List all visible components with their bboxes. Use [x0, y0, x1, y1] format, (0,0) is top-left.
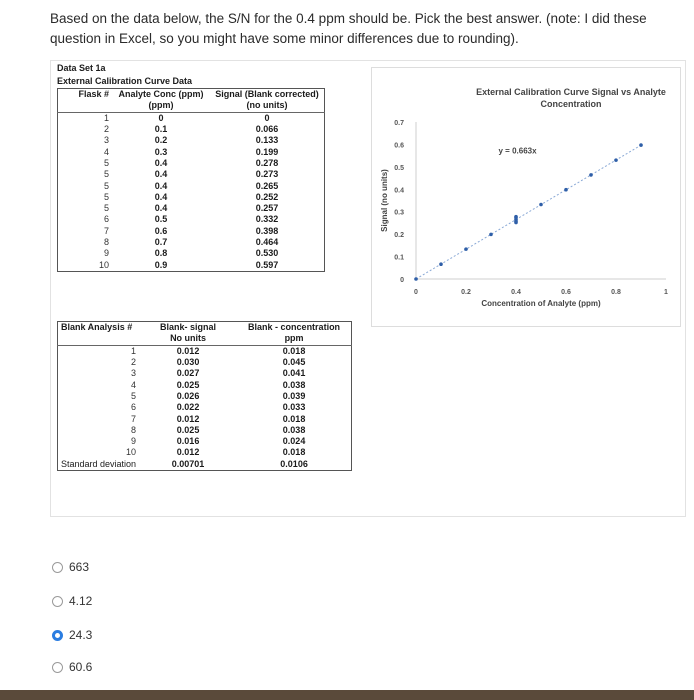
answer-label: 60.6 — [69, 660, 93, 674]
cell-conc: 0.4 — [154, 169, 168, 180]
y-tick-label: 0.3 — [394, 209, 404, 217]
answer-label: 663 — [69, 560, 90, 574]
cell-conc: 0.4 — [154, 203, 168, 214]
answer-label: 4.12 — [69, 594, 93, 608]
header-blank-signal-unit: No units — [139, 333, 237, 345]
cell-signal: 0.265 — [255, 180, 279, 191]
calibration-chart — [371, 67, 681, 327]
cell-signal: 0.464 — [255, 237, 279, 247]
table-row — [58, 391, 352, 402]
cell-num: 7 — [131, 413, 137, 424]
cell-signal: 0.027 — [176, 368, 200, 379]
cell-conc: 0.024 — [282, 436, 306, 447]
cell-flask: 5 — [103, 191, 109, 202]
cell-conc: 0 — [158, 112, 164, 123]
cell-signal: 0.030 — [176, 357, 200, 368]
cell-num: 9 — [131, 436, 137, 447]
y-tick-label: 0.1 — [394, 254, 404, 262]
header-blank-conc-unit: ppm — [237, 333, 352, 345]
cell-conc: 0.4 — [154, 191, 168, 202]
x-tick-label: 0 — [414, 289, 418, 296]
header-conc: Analyte Conc (ppm) — [118, 89, 204, 100]
cell-signal: 0.597 — [255, 259, 279, 270]
table-row — [58, 226, 325, 237]
radio-icon[interactable] — [52, 562, 63, 573]
cell-conc: 0.2 — [154, 135, 168, 146]
cell-num: 1 — [131, 345, 137, 356]
cell-conc: 0.5 — [154, 214, 168, 225]
cell-conc: 0.4 — [154, 180, 168, 191]
cell-flask: 7 — [103, 225, 109, 236]
table-row — [58, 345, 352, 357]
header-signal-unit: (no units) — [210, 100, 325, 112]
table-row — [58, 135, 325, 146]
cell-flask: 5 — [103, 203, 109, 214]
cell-signal: 0.273 — [255, 169, 279, 180]
cell-conc: 0.1 — [154, 124, 168, 135]
cell-signal: 0.133 — [255, 135, 279, 146]
dataset-label: Data Set 1a — [57, 63, 106, 73]
calibration-rows — [58, 112, 325, 271]
data-point — [589, 173, 593, 177]
header-signal: Signal (Blank corrected) — [215, 89, 319, 100]
data-point — [514, 220, 518, 224]
table-row — [58, 112, 325, 124]
data-point — [564, 188, 568, 192]
x-tick-label: 0.6 — [561, 289, 571, 296]
cell-signal: 0.025 — [176, 379, 200, 390]
x-tick-label: 1 — [664, 289, 668, 296]
std-dev-conc: 0.0106 — [280, 458, 308, 469]
cell-signal: 0.199 — [255, 146, 279, 157]
table-row — [58, 413, 352, 424]
cell-num: 2 — [131, 357, 137, 368]
header-blank-num: Blank Analysis # — [61, 322, 133, 333]
answer-option-1[interactable] — [52, 560, 89, 574]
chart-title-line2: Concentration — [540, 99, 602, 109]
y-tick-label: 0.2 — [394, 232, 404, 240]
table-row — [58, 214, 325, 225]
table-row — [58, 402, 352, 413]
cell-signal: 0.278 — [255, 157, 279, 168]
data-point — [639, 143, 643, 147]
y-tick-label: 0.7 — [394, 120, 404, 127]
data-point — [614, 158, 618, 162]
table-row — [58, 192, 325, 203]
answer-label: 24.3 — [69, 628, 93, 642]
std-dev-signal: 0.00701 — [171, 458, 205, 469]
cell-flask: 10 — [98, 259, 109, 270]
cell-signal: 0.332 — [255, 214, 279, 225]
cell-conc: 0.7 — [154, 237, 168, 247]
header-blank-conc: Blank - concentration — [248, 322, 341, 333]
cell-conc: 0.045 — [282, 357, 306, 368]
table-row — [58, 425, 352, 436]
answer-option-3[interactable] — [52, 628, 92, 642]
cell-flask: 2 — [103, 124, 109, 135]
y-tick-label: 0.5 — [394, 164, 404, 172]
cell-signal: 0 — [264, 112, 270, 123]
cell-signal: 0.012 — [176, 345, 200, 356]
chart-frame — [372, 68, 681, 327]
cell-signal: 0.016 — [176, 436, 200, 447]
table-row — [58, 259, 325, 271]
cell-signal: 0.012 — [176, 413, 200, 424]
table-row — [58, 436, 352, 447]
cell-conc: 0.4 — [154, 157, 168, 168]
cell-num: 10 — [126, 447, 137, 458]
cell-signal: 0.257 — [255, 203, 279, 214]
table-row — [58, 124, 325, 135]
cell-conc: 0.038 — [282, 424, 306, 435]
cell-conc: 0.033 — [282, 402, 306, 413]
table-row — [58, 203, 325, 214]
table-row — [58, 158, 325, 169]
y-tick-label: 0.6 — [394, 142, 404, 150]
cell-flask: 8 — [103, 237, 109, 247]
cell-conc: 0.041 — [282, 368, 306, 379]
radio-icon[interactable] — [52, 662, 63, 673]
x-tick-label: 0.2 — [461, 289, 471, 296]
y-tick-label: 0 — [400, 277, 404, 284]
question-text: Based on the data below, the S/N for the 0.4 ppm should be. Pick the best answer. (note: I did these question in Excel, so you might have some minor differences due to rounding). — [50, 11, 647, 46]
cell-signal: 0.530 — [255, 248, 279, 259]
trendline-equation: y = 0.663x — [498, 146, 537, 156]
cell-conc: 0.018 — [282, 345, 306, 356]
cell-num: 8 — [131, 424, 137, 435]
cell-flask: 6 — [103, 214, 109, 225]
cell-conc: 0.018 — [282, 447, 306, 458]
blank-table — [57, 321, 352, 471]
data-point — [414, 277, 418, 281]
x-tick-label: 0.8 — [611, 289, 621, 296]
cell-num: 6 — [131, 402, 137, 413]
chart-title-line1: External Calibration Curve Signal vs Analyte — [476, 87, 666, 97]
cell-flask: 5 — [103, 157, 109, 168]
table-row — [58, 248, 325, 259]
table-row — [58, 447, 352, 458]
cell-conc: 0.9 — [154, 259, 168, 270]
data-point — [464, 247, 468, 251]
bottom-edge — [0, 690, 694, 700]
y-axis-label: Signal (no units) — [380, 169, 389, 232]
header-blank-signal: Blank- signal — [160, 322, 217, 333]
cell-conc: 0.8 — [154, 248, 168, 259]
cell-conc: 0.039 — [282, 390, 306, 401]
table-row — [58, 180, 325, 191]
radio-icon[interactable] — [52, 596, 63, 607]
data-point — [439, 262, 443, 266]
spreadsheet-image — [50, 60, 686, 517]
answer-option-4[interactable] — [52, 660, 92, 674]
y-tick-label: 0.4 — [394, 187, 404, 195]
cell-num: 4 — [131, 379, 137, 390]
cell-conc: 0.018 — [282, 413, 306, 424]
cell-flask: 4 — [103, 146, 109, 157]
radio-icon[interactable] — [52, 630, 63, 641]
cell-signal: 0.026 — [176, 390, 200, 401]
data-point — [539, 203, 543, 207]
blank-rows — [58, 345, 352, 458]
header-flask: Flask # — [78, 89, 109, 100]
table-row — [58, 379, 352, 390]
data-point — [489, 233, 493, 237]
std-dev-label: Standard deviation — [61, 458, 137, 469]
cell-signal: 0.022 — [176, 402, 200, 413]
table-row — [58, 146, 325, 157]
cell-flask: 1 — [103, 112, 109, 123]
table-row — [58, 237, 325, 248]
x-axis-label: Concentration of Analyte (ppm) — [481, 299, 601, 308]
cell-flask: 5 — [103, 180, 109, 191]
x-tick-label: 0.4 — [511, 289, 521, 296]
cell-conc: 0.3 — [154, 146, 168, 157]
table-row — [58, 357, 352, 368]
table-row — [58, 368, 352, 379]
cell-signal: 0.398 — [255, 225, 279, 236]
cell-num: 5 — [131, 390, 137, 401]
cell-signal: 0.066 — [255, 124, 279, 135]
cell-num: 3 — [131, 368, 137, 379]
cell-signal: 0.252 — [255, 191, 279, 202]
calibration-table-title: External Calibration Curve Data — [57, 76, 193, 86]
cell-conc: 0.038 — [282, 379, 306, 390]
header-conc-unit: (ppm) — [112, 100, 210, 112]
cell-signal: 0.012 — [176, 447, 200, 458]
cell-flask: 9 — [103, 248, 109, 259]
calibration-table — [57, 88, 325, 272]
table-row — [58, 169, 325, 180]
cell-flask: 5 — [103, 169, 109, 180]
cell-flask: 3 — [103, 135, 109, 146]
cell-signal: 0.025 — [176, 424, 200, 435]
cell-conc: 0.6 — [154, 225, 168, 236]
answer-option-2[interactable] — [52, 594, 92, 608]
